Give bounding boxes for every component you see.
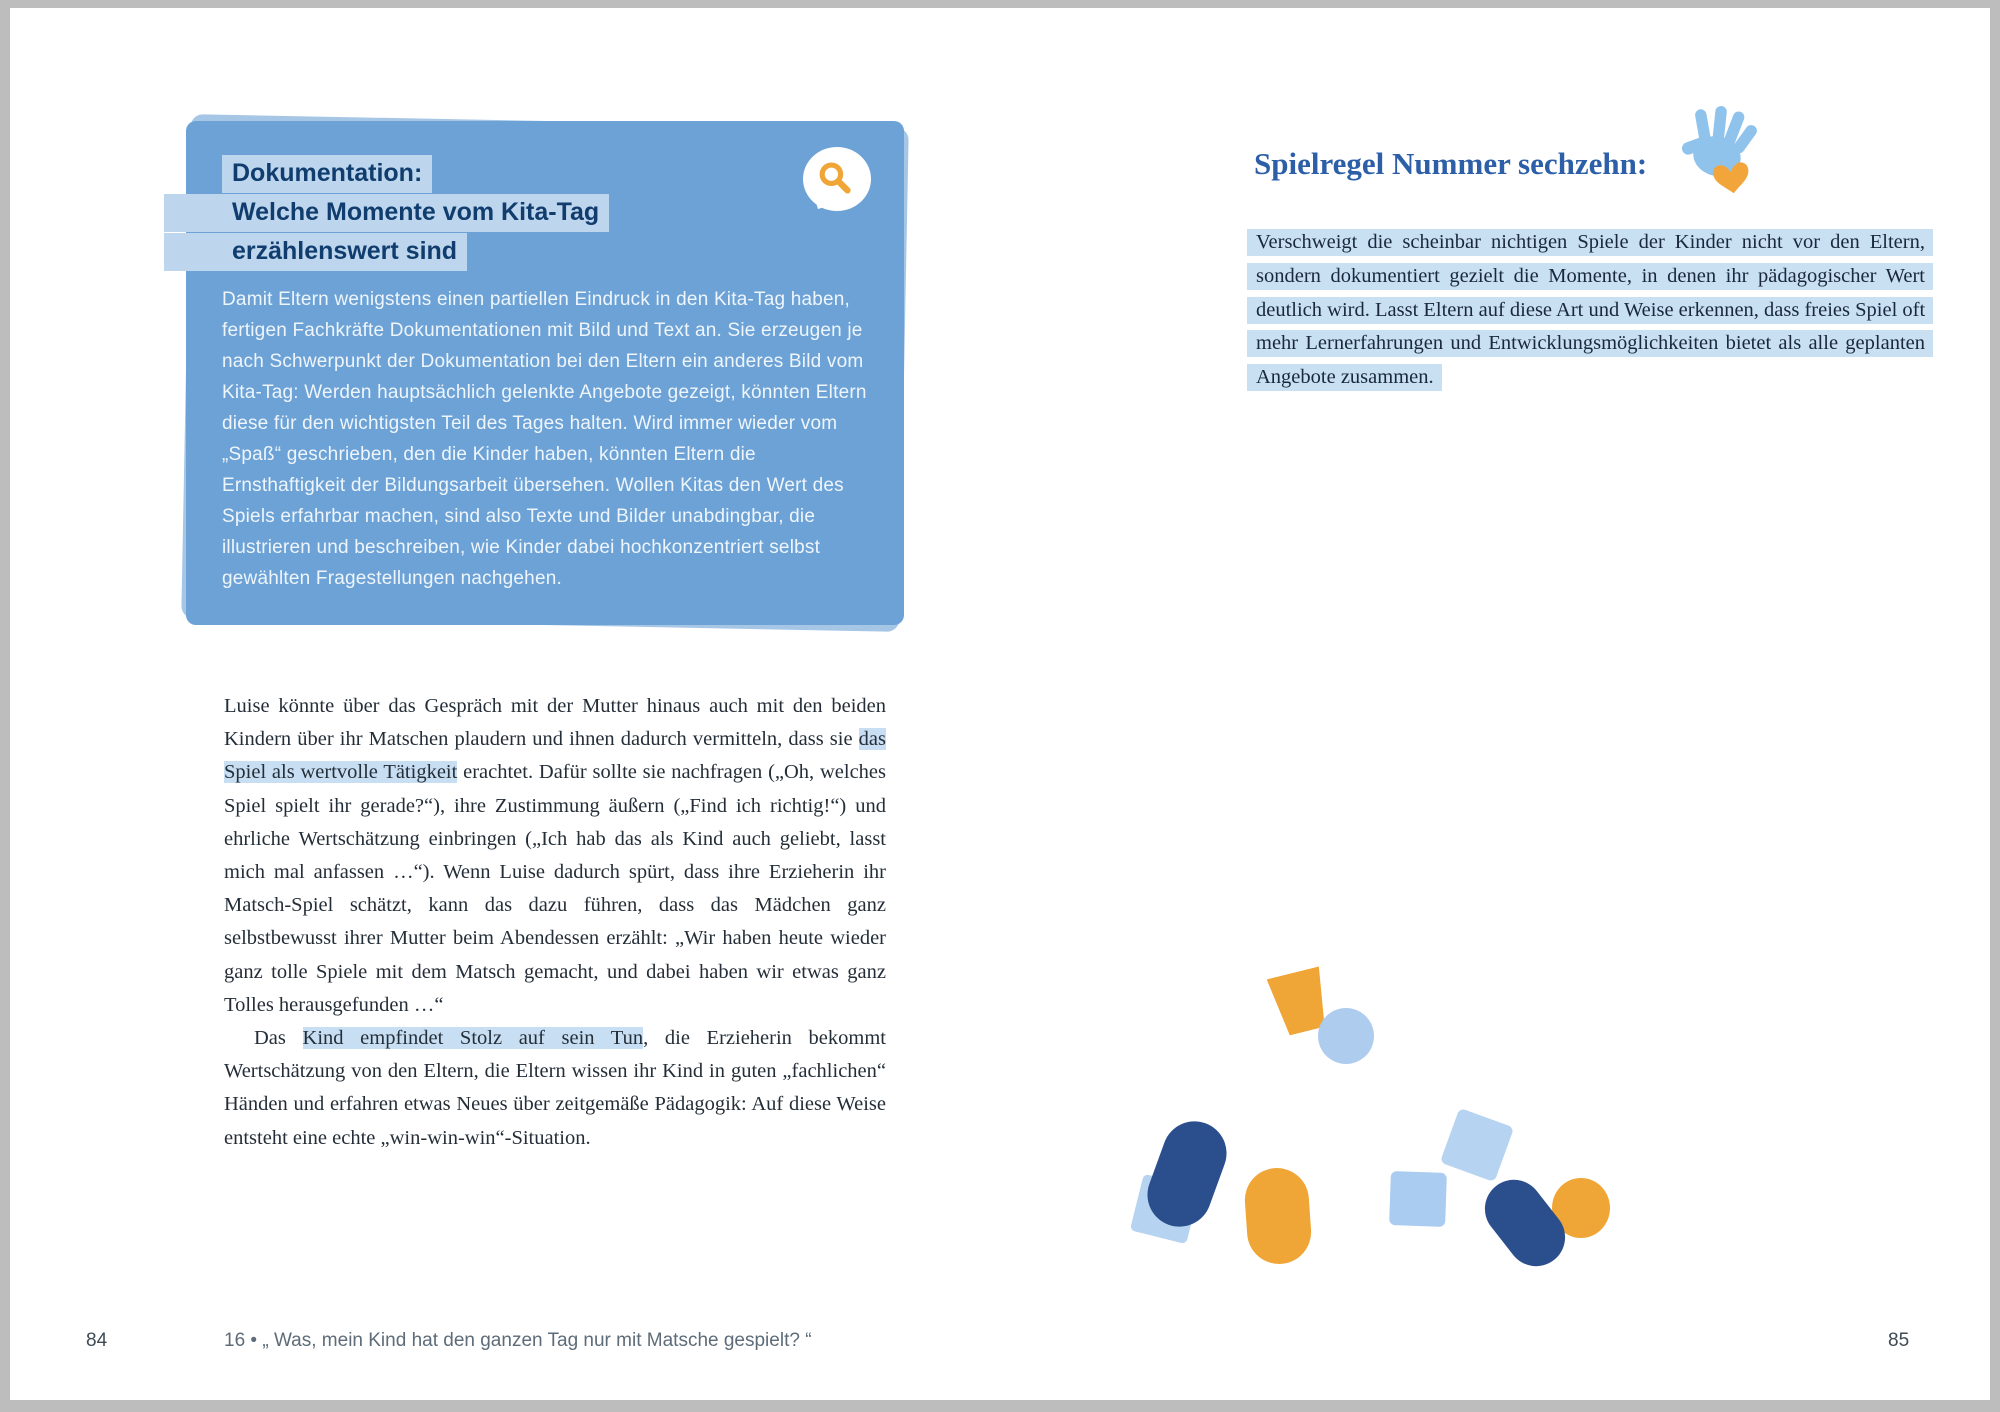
info-box xyxy=(186,121,904,625)
speech-bubble xyxy=(803,147,871,211)
info-box-title-line xyxy=(222,155,609,193)
highlighted-text: das Spiel als wertvolle Tätigkeit xyxy=(224,728,886,784)
info-box-title-line xyxy=(222,194,609,232)
rule-heading: Spielregel Nummer sechzehn: xyxy=(1254,146,1648,181)
page-number-left: 84 xyxy=(86,1330,108,1351)
info-box-title-text: erzählenswert sind xyxy=(164,233,467,271)
body-paragraph xyxy=(224,1022,886,1155)
info-box-title-text: Dokumentation: xyxy=(222,155,432,193)
info-box-body: Damit Eltern wenigstens einen partiellen Eindruck in den Kita-Tag haben, fertigen Fachkräfte Dokumentationen mit Bild und Text an. Sie erzeugen je nach Schwerpunkt der Dokumentation bei den Eltern ein anderes Bild vom Kita-Tag: Werden hauptsächlich gelenkte Angebote gezeigt, könnten Eltern diese für den wichtigsten Teil des Tages halten. Wird immer wieder vom „Spaß“ geschrieben, den die Kinder haben, könnten Eltern die Ernsthaftigkeit der Bildungsarbeit übersehen. Wollen Kitas den Wert des Spiels erfahrbar machen, sind also Texte und Bilder unabdingbar, die illustrieren und beschreiben, wie Kinder dabei hochkonzentriert selbst gewählten Fragestellungen nachgehen. xyxy=(222,289,867,589)
chapter-label: 16 • „ Was, mein Kind hat den ganzen Tag nur mit Matsche gespielt? “ xyxy=(224,1330,812,1351)
text-segment: Luise könnte über das Gespräch mit der Mutter hinaus auch mit den beiden Kindern über ihr Matschen plaudern und ihnen dadurch vermitteln, dass sie xyxy=(224,695,886,751)
block-orange-cylinder xyxy=(1243,1166,1314,1266)
magnifier-icon xyxy=(813,157,859,203)
text-segment: erachtet. Dafür sollte sie nachfragen („Oh, welches Spiel spielt ihr gerade?“), ihre Zustimmung äußern („Find ich richtig!“) und ehrliche Wertschätzung einbringen („Ich hab das als Kind auch geliebt, lasst mich mal anfassen …“). Wenn Luise dadurch spürt, dass ihre Erzieherin ihr Matsch-Spiel schätzt, kann das dazu führen, dass das Mädchen ganz selbstbewusst ihrer Mutter beim Abendessen erzählt: „Wir haben heute wieder ganz tolle Spiele mit dem Matsch gemacht, und dabei haben wir etwas ganz Tolles herausgefunden …“ xyxy=(224,761,886,1016)
building-blocks-illustration xyxy=(1130,960,1670,1300)
rule-paragraph xyxy=(1247,226,1933,395)
block-lightblue-square xyxy=(1440,1108,1514,1182)
info-box-title xyxy=(222,155,609,272)
text-segment: , die Erzieherin bekommt Wertschätzung von den Eltern, die Eltern wissen ihr Kind in guten „fachlichen“ Händen und erfahren etwas Neues über zeitgemäße Pädagogik: Auf diese Weise entsteht eine echte „win-win-win“-Situation. xyxy=(224,1027,886,1149)
main-text-column xyxy=(224,690,886,1155)
body-paragraph xyxy=(224,690,886,1022)
info-box-title-line xyxy=(222,233,609,271)
hand-with-heart-icon xyxy=(1668,104,1772,208)
info-box-title-text: Welche Momente vom Kita-Tag xyxy=(164,194,609,232)
rule-text: Verschweigt die scheinbar nichtigen Spiele der Kinder nicht vor den Eltern, sondern dokumentiert gezielt die Momente, in denen ihr pädagogischer Wert deutlich wird. Lasst Eltern auf diese Art und Weise erkennen, dass freies Spiel oft mehr Lernerfahrungen und Entwicklungsmöglichkeiten bietet als alle geplanten Angebote zusammen. xyxy=(1247,229,1933,391)
block-lightblue-circle xyxy=(1318,1008,1374,1064)
block-lightblue-square xyxy=(1389,1171,1447,1227)
highlighted-text: Kind empfindet Stolz auf sein Tun xyxy=(302,1027,644,1050)
text-segment: Das xyxy=(254,1027,303,1050)
page-number-right: 85 xyxy=(1888,1330,1910,1351)
